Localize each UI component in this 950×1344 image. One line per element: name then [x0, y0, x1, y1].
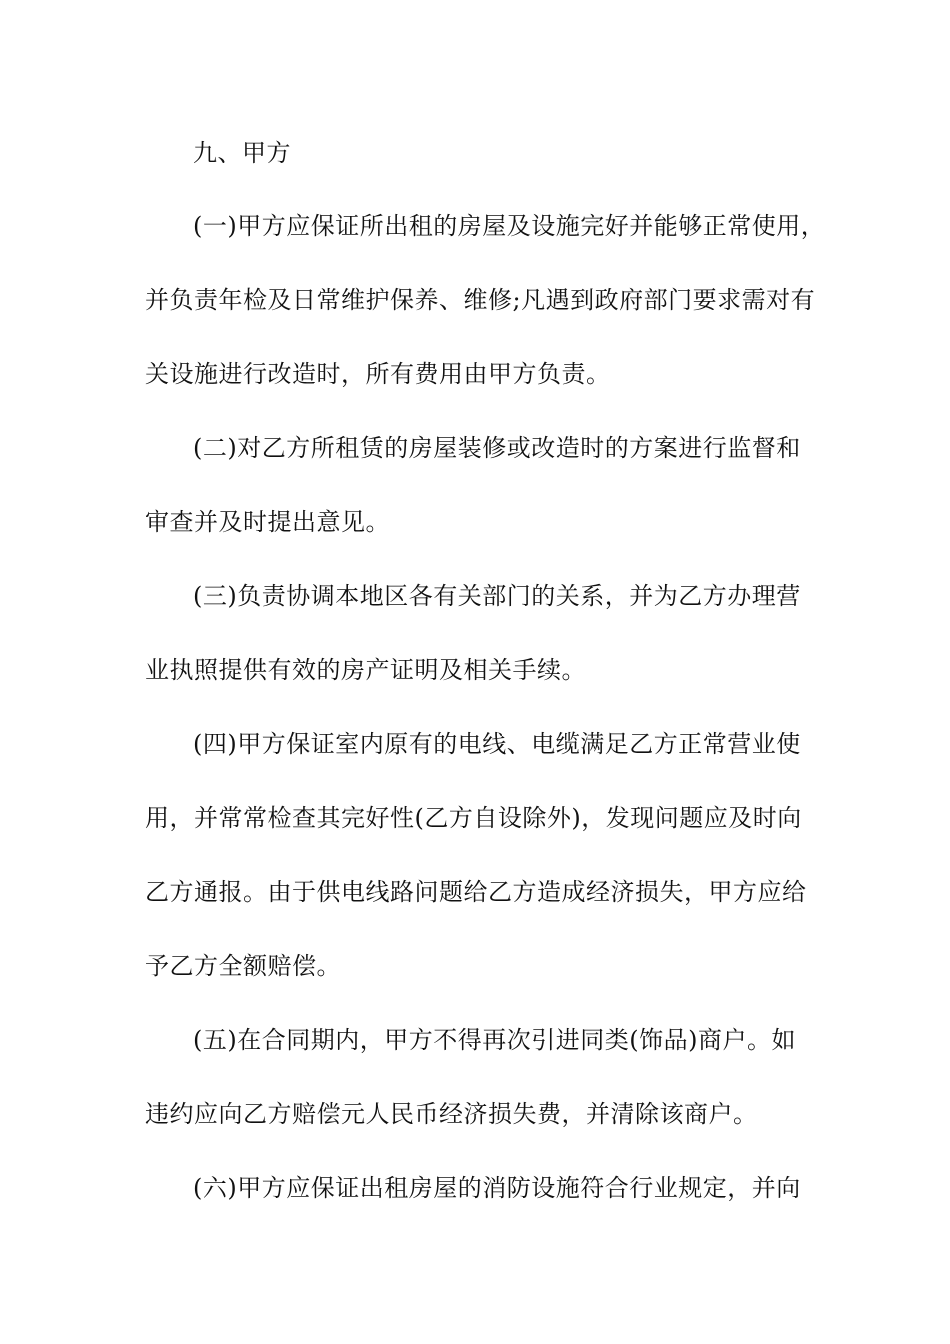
section-heading: 九、甲方 — [193, 139, 291, 167]
paragraph-line: (五)在合同期内，甲方不得再次引进同类(饰品)商户。如 — [193, 1026, 796, 1054]
paragraph-line: 业执照提供有效的房产证明及相关手续。 — [145, 656, 586, 684]
paragraph-line: 并负责年检及日常维护保养、维修;凡遇到政府部门要求需对有 — [145, 286, 816, 314]
paragraph-line: 关设施进行改造时，所有费用由甲方负责。 — [145, 360, 611, 388]
paragraph-line: (一)甲方应保证所出租的房屋及设施完好并能够正常使用， — [193, 212, 826, 240]
paragraph-line: (六)甲方应保证出租房屋的消防设施符合行业规定，并向 — [193, 1174, 801, 1202]
paragraph-line: (四)甲方保证室内原有的电线、电缆满足乙方正常营业使 — [193, 730, 801, 758]
paragraph-line: 乙方通报。由于供电线路问题给乙方造成经济损失，甲方应给 — [145, 878, 807, 906]
paragraph-line: (三)负责协调本地区各有关部门的关系，并为乙方办理营 — [193, 582, 801, 610]
paragraph-line: (二)对乙方所租赁的房屋装修或改造时的方案进行监督和 — [193, 434, 801, 462]
paragraph-line: 审查并及时提出意见。 — [145, 508, 390, 536]
paragraph-line: 用，并常常检查其完好性(乙方自设除外)，发现问题应及时向 — [145, 804, 802, 832]
paragraph-line: 予乙方全额赔偿。 — [145, 952, 341, 980]
paragraph-line: 违约应向乙方赔偿元人民币经济损失费，并清除该商户。 — [145, 1100, 758, 1128]
